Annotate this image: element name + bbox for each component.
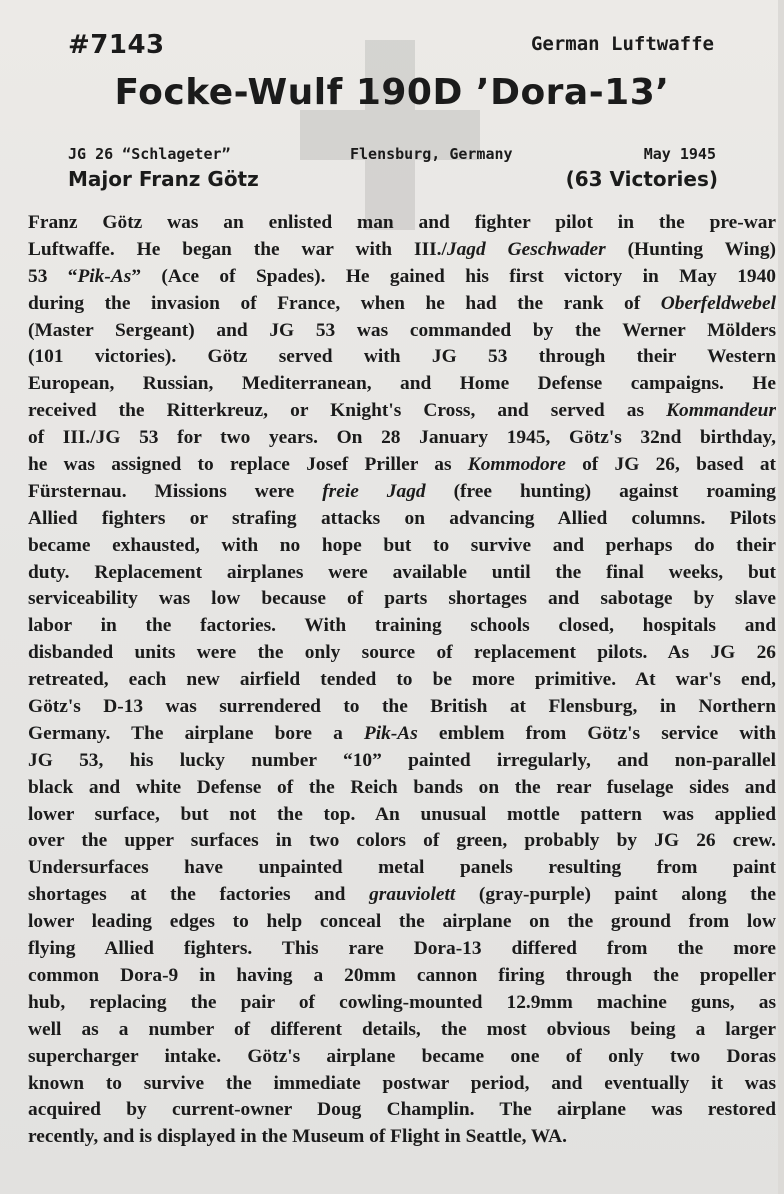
text-segment: became exhausted, with no hope but to survive and perhaps do their <box>28 534 776 556</box>
text-segment: he was assigned to replace Josef Priller as <box>28 454 468 476</box>
text-line <box>28 1124 776 1151</box>
text-segment: black and white Defense of the Reich bands on the rear fuselage sides and <box>28 776 776 798</box>
text-line <box>28 1017 776 1044</box>
text-line <box>28 855 776 882</box>
text-line <box>28 882 776 909</box>
text-line <box>28 533 776 560</box>
text-line <box>28 936 776 963</box>
text-segment: (free hunting) against roaming <box>425 480 776 502</box>
text-segment: flying Allied fighters. This rare Dora-13 differed from the more <box>28 938 776 960</box>
text-segment: European, Russian, Mediterranean, and Home Defense campaigns. He <box>28 373 776 395</box>
text-segment: emblem from Götz's service with <box>417 722 776 744</box>
text-segment: (Hunting Wing) <box>605 238 776 260</box>
text-line <box>28 828 776 855</box>
text-line <box>28 1044 776 1071</box>
text-line <box>28 667 776 694</box>
text-segment: 53 “ <box>28 265 78 287</box>
text-line <box>28 291 776 318</box>
text-segment: Germany. The airplane bore a <box>28 722 364 744</box>
text-line <box>28 775 776 802</box>
text-segment: JG 53, his lucky number “10” painted irregularly, and non-parallel <box>28 749 776 771</box>
text-segment: Fürsternau. Missions were <box>28 480 323 502</box>
text-segment: retreated, each new airfield tended to be more primitive. At war's end, <box>28 669 776 691</box>
text-segment: of III./JG 53 for two years. On 28 January 1945, Götz's 32nd birthday, <box>28 427 776 449</box>
italic-term: Pik-As <box>77 265 132 287</box>
text-segment: lower leading edges to help conceal the airplane on the ground from low <box>28 911 776 933</box>
text-line <box>28 371 776 398</box>
text-segment: (Master Sergeant) and JG 53 was commanded by the Werner Mölders <box>28 319 776 341</box>
text-line <box>28 640 776 667</box>
text-segment: shortages at the factories and <box>28 884 370 906</box>
text-segment: duty. Replacement airplanes were available until the final weeks, but <box>28 561 776 583</box>
page-title: Focke-Wulf 190D ’Dora-13’ <box>114 72 670 113</box>
text-segment: Undersurfaces have unpainted metal panels resulting from paint <box>28 857 776 879</box>
balkenkreuz-icon <box>300 40 480 230</box>
text-line <box>28 613 776 640</box>
text-line <box>28 506 776 533</box>
text-segment: over the upper surfaces in two colors of green, probably by JG 26 crew. <box>28 830 776 852</box>
unit-label: JG 26 “Schlageter” <box>68 145 231 163</box>
text-segment: (101 victories). Götz served with JG 53 through their Western <box>28 346 776 368</box>
text-line <box>28 344 776 371</box>
text-segment: received the Ritterkreuz, or Knight's Cross, and served as <box>28 400 667 422</box>
victories-count: (63 Victories) <box>565 167 718 191</box>
text-line <box>28 748 776 775</box>
text-line <box>28 694 776 721</box>
text-segment: common Dora-9 in having a 20mm cannon firing through the propeller <box>28 964 776 986</box>
text-segment: Götz's D-13 was surrendered to the British at Flensburg, in Northern <box>28 696 776 718</box>
text-segment: disbanded units were the only source of replacement pilots. As JG 26 <box>28 642 776 664</box>
text-segment: well as a number of different details, the most obvious being a larger <box>28 1018 776 1040</box>
italic-term: Kommodore <box>467 454 566 476</box>
card-edge <box>778 0 784 1194</box>
text-line <box>28 963 776 990</box>
text-line <box>28 909 776 936</box>
text-segment: of JG 26, based at <box>565 454 776 476</box>
text-line <box>28 318 776 345</box>
text-line <box>28 586 776 613</box>
text-segment: Luftwaffe. He began the war with III./ <box>28 238 447 260</box>
text-segment: recently, and is displayed in the Museum of Flight in Seattle, WA. <box>28 1126 568 1148</box>
text-line <box>28 210 776 237</box>
text-segment: during the invasion of France, when he had the rank of <box>28 292 661 314</box>
pilot-name: Major Franz Götz <box>68 167 259 191</box>
air-force-label: German Luftwaffe <box>530 33 714 55</box>
italic-term: grauviolett <box>369 884 456 906</box>
text-segment: acquired by current-owner Doug Champlin. The airplane was restored <box>28 1099 776 1121</box>
text-line <box>28 990 776 1017</box>
italic-term: Jagd Geschwader <box>446 238 606 260</box>
text-line <box>28 425 776 452</box>
text-segment: ” (Ace of Spades). He gained his first victory in May 1940 <box>131 265 776 287</box>
history-paragraph <box>28 210 776 1151</box>
italic-term: Pik-As <box>363 722 418 744</box>
text-segment: supercharger intake. Götz's airplane became one of only two Doras <box>28 1045 776 1067</box>
text-line <box>28 1097 776 1124</box>
date-label: May 1945 <box>643 145 716 163</box>
model-number: #7143 <box>68 30 165 60</box>
location-label: Flensburg, Germany <box>350 145 513 163</box>
italic-term: Oberfeldwebel <box>660 292 776 314</box>
text-segment: (gray-purple) paint along the <box>455 884 776 906</box>
text-line <box>28 398 776 425</box>
text-line <box>28 237 776 264</box>
text-segment: known to survive the immediate postwar period, and eventually it was <box>28 1072 776 1094</box>
text-segment: Allied fighters or strafing attacks on advancing Allied columns. Pilots <box>28 507 776 529</box>
text-line <box>28 560 776 587</box>
text-line <box>28 802 776 829</box>
text-segment: Franz Götz was an enlisted man and fighter pilot in the pre-war <box>28 212 776 233</box>
text-line <box>28 1071 776 1098</box>
text-line <box>28 479 776 506</box>
text-segment: serviceability was low because of parts shortages and sabotage by slave <box>28 588 776 610</box>
text-segment: labor in the factories. With training schools closed, hospitals and <box>28 615 776 637</box>
text-segment: lower surface, but not the top. An unusual mottle pattern was applied <box>28 803 776 825</box>
text-line <box>28 721 776 748</box>
italic-term: freie Jagd <box>322 480 426 502</box>
text-line <box>28 452 776 479</box>
text-segment: hub, replacing the pair of cowling-mounted 12.9mm machine guns, as <box>28 991 776 1013</box>
text-line <box>28 264 776 291</box>
italic-term: Kommandeur <box>666 400 776 422</box>
